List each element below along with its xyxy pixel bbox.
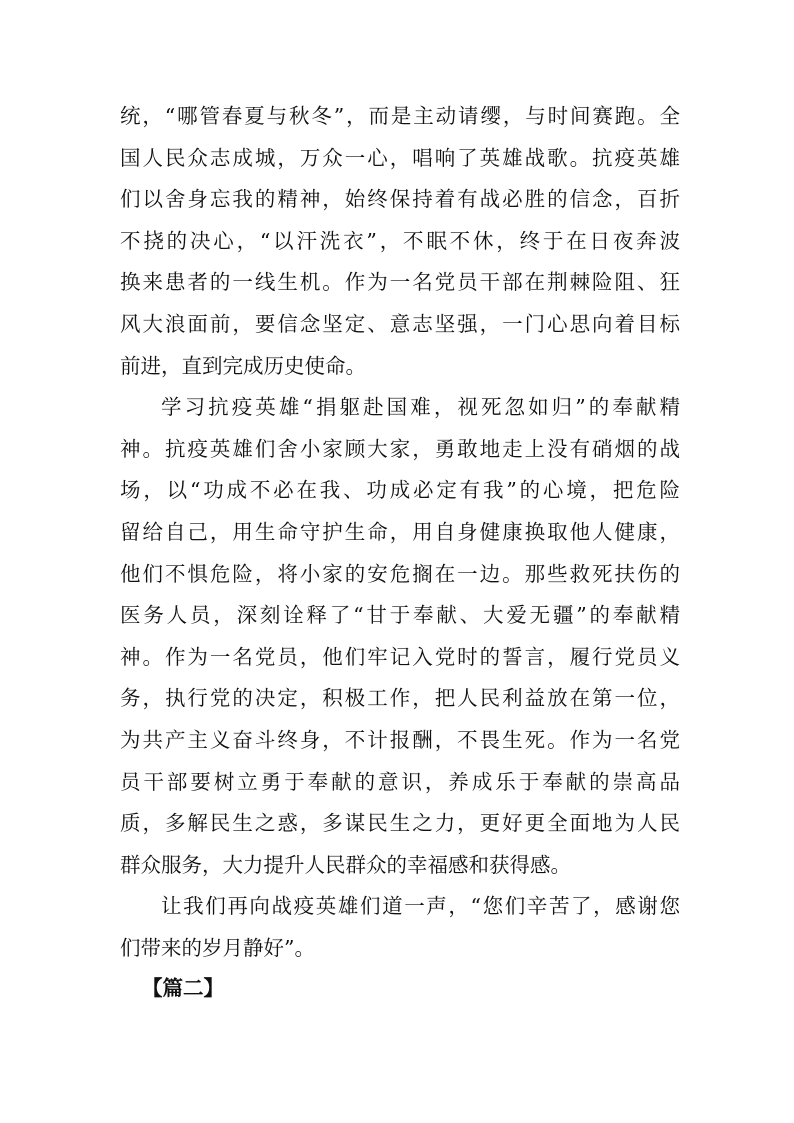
text-line: 神。作为一名党员，他们牢记入党时的誓言，履行党员义 <box>120 644 680 669</box>
text-line: 留给自己，用生命守护生命，用自身健康换取他人健康， <box>120 519 680 544</box>
text-line: 群众服务，大力提升人民群众的幸福感和获得感。 <box>120 852 571 877</box>
text-line: 们以舍身忘我的精神，始终保持着有战必胜的信念，百折 <box>120 187 680 212</box>
text-line: 场，以“功成不必在我、功成必定有我”的心境，把危险 <box>120 478 680 503</box>
text-line: 神。抗疫英雄们舍小家顾大家，勇敢地走上没有硝烟的战 <box>120 436 680 461</box>
text-line: 换来患者的一线生机。作为一名党员干部在荆棘险阻、狂 <box>120 270 680 295</box>
text-line: 他们不惧危险，将小家的安危搁在一边。那些救死扶伤的 <box>120 561 680 586</box>
text-line: 为共产主义奋斗终身，不计报酬，不畏生死。作为一名党 <box>120 727 680 752</box>
text-line: 统，“哪管春夏与秋冬”，而是主动请缨，与时间赛跑。全 <box>120 104 680 128</box>
section-heading: 【篇二】 <box>142 976 224 1000</box>
text-line: 学习抗疫英雄“捐躯赴国难，视死忽如归”的奉献精 <box>161 395 680 420</box>
text-line: 前进，直到完成历史使命。 <box>120 353 366 378</box>
text-line: 员干部要树立勇于奉献的意识，养成乐于奉献的崇高品 <box>120 769 680 794</box>
text-line: 让我们再向战疫英雄们道一声，“您们辛苦了，感谢您 <box>161 894 680 919</box>
text-line: 国人民众志成城，万众一心，唱响了英雄战歌。抗疫英雄 <box>120 145 680 170</box>
paragraph-1 <box>120 96 680 387</box>
text-line: 质，多解民生之惑，多谋民生之力，更好更全面地为人民 <box>120 811 680 836</box>
paragraph-3 <box>120 886 680 969</box>
text-line: 务，执行党的决定，积极工作，把人民利益放在第一位， <box>120 686 680 711</box>
text-line: 医务人员，深刻诠释了“甘于奉献、大爱无疆”的奉献精 <box>120 603 680 628</box>
text-line: 风大浪面前，要信念坚定、意志坚强，一门心思向着目标 <box>120 311 680 336</box>
paragraph-2 <box>120 387 680 886</box>
text-line: 不挠的决心，“以汗洗衣”，不眠不休，终于在日夜奔波 <box>120 228 680 253</box>
body-text <box>120 96 680 969</box>
text-line: 们带来的岁月静好”。 <box>120 935 315 960</box>
